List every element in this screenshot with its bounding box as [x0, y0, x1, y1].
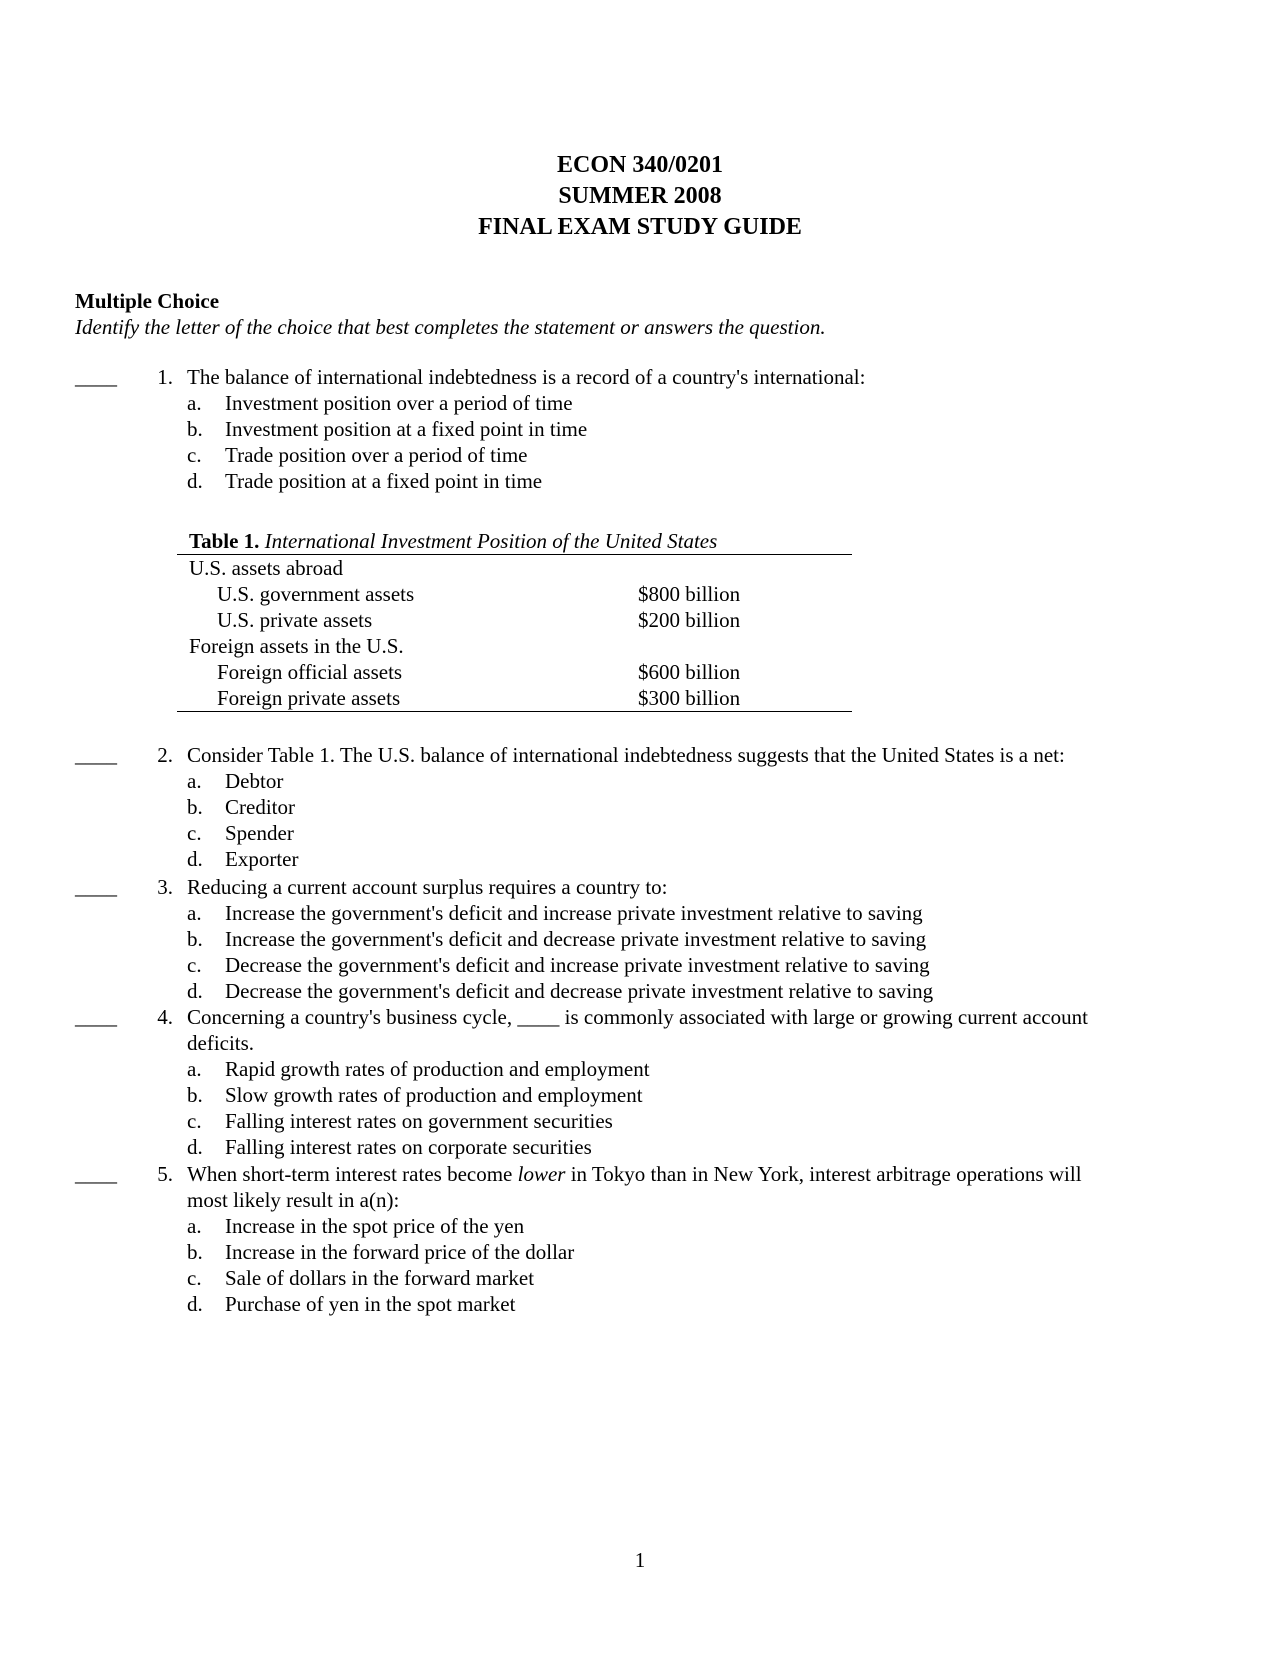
- table-caption-title: International Investment Position of the United States: [264, 529, 718, 553]
- choice-c: [187, 820, 1197, 846]
- choice-text: Investment position at a fixed point in time: [225, 417, 588, 441]
- question-text-post: in Tokyo than in New York, interest arbitrage operations will: [565, 1162, 1082, 1186]
- question-body: [187, 742, 1197, 872]
- question-number: 5.: [157, 1162, 173, 1186]
- choice-letter: b.: [187, 417, 203, 441]
- choice-text: Trade position at a fixed point in time: [225, 469, 543, 493]
- table-1: [177, 528, 852, 712]
- choice-text: Debtor: [225, 769, 284, 793]
- choice-letter: c.: [187, 1266, 202, 1290]
- answer-blank: ____: [75, 1005, 117, 1029]
- question-number: 1.: [157, 365, 173, 389]
- choice-letter: d.: [187, 1135, 203, 1159]
- choice-letter: c.: [187, 821, 202, 845]
- choice-a: [187, 900, 1197, 926]
- choice-c: [187, 442, 1197, 468]
- choice-text: Increase the government's deficit and increase private investment relative to saving: [225, 901, 923, 925]
- choice-text: Decrease the government's deficit and increase private investment relative to saving: [225, 953, 930, 977]
- choice-letter: b.: [187, 927, 203, 951]
- question-text: Reducing a current account surplus requires a country to:: [187, 875, 668, 899]
- table-bottom-rule: [177, 711, 852, 712]
- table-row: [177, 659, 852, 685]
- question-number: 2.: [157, 743, 173, 767]
- choice-letter: b.: [187, 795, 203, 819]
- choice-c: [187, 952, 1197, 978]
- question-text: Consider Table 1. The U.S. balance of international indebtedness suggests that the United States is a net:: [187, 743, 1065, 767]
- question-text-line-2: most likely result in a(n):: [187, 1188, 400, 1212]
- question-body: [187, 364, 1197, 494]
- choice-letter: c.: [187, 1109, 202, 1133]
- choice-letter: a.: [187, 391, 202, 415]
- choice-b: [187, 926, 1197, 952]
- choice-letter: d.: [187, 469, 203, 493]
- row-value: $300 billion: [638, 686, 741, 710]
- choice-c: [187, 1108, 1197, 1134]
- choice-a: [187, 390, 1197, 416]
- table-row: [177, 555, 852, 581]
- choice-text: Increase in the forward price of the dollar: [225, 1240, 575, 1264]
- question-body: [187, 874, 1197, 1004]
- choice-letter: c.: [187, 443, 202, 467]
- choice-text: Exporter: [225, 847, 299, 871]
- choice-letter: c.: [187, 953, 202, 977]
- term: SUMMER 2008: [558, 183, 722, 209]
- row-label: U.S. private assets: [217, 608, 373, 632]
- row-label: Foreign assets in the U.S.: [189, 634, 404, 658]
- row-value: $200 billion: [638, 608, 741, 632]
- choice-letter: d.: [187, 1292, 203, 1316]
- choice-text: Creditor: [225, 795, 295, 819]
- row-label: U.S. government assets: [217, 582, 415, 606]
- choice-a: [187, 768, 1197, 794]
- row-value: $800 billion: [638, 582, 741, 606]
- answer-blank: ____: [75, 743, 117, 767]
- question-number: 4.: [157, 1005, 173, 1029]
- answer-blank: ____: [75, 875, 117, 899]
- choice-text: Increase the government's deficit and decrease private investment relative to saving: [225, 927, 927, 951]
- choice-text: Rapid growth rates of production and employment: [225, 1057, 650, 1081]
- choice-text: Investment position over a period of time: [225, 391, 573, 415]
- table-row: [177, 607, 852, 633]
- answer-blank: ____: [75, 1162, 117, 1186]
- table-row: [177, 633, 852, 659]
- choice-text: Increase in the spot price of the yen: [225, 1214, 525, 1238]
- choice-letter: d.: [187, 979, 203, 1003]
- question-text-pre: When short-term interest rates become: [187, 1162, 518, 1186]
- choice-b: [187, 794, 1197, 820]
- question-body: [187, 1161, 1197, 1317]
- choice-b: [187, 1239, 1197, 1265]
- choice-b: [187, 416, 1197, 442]
- section-instructions: Identify the letter of the choice that best completes the statement or answers the question.: [75, 315, 826, 339]
- choice-letter: d.: [187, 847, 203, 871]
- question-text-line-1: Concerning a country's business cycle, ____ is commonly associated with large or growing current account: [187, 1005, 1088, 1029]
- question-number: 3.: [157, 875, 173, 899]
- choice-text: Falling interest rates on government securities: [225, 1109, 613, 1133]
- choice-text: Spender: [225, 821, 294, 845]
- course-code: ECON 340/0201: [556, 152, 723, 178]
- choice-b: [187, 1082, 1197, 1108]
- choice-d: [187, 468, 1197, 494]
- choice-a: [187, 1056, 1197, 1082]
- guide-title: FINAL EXAM STUDY GUIDE: [478, 214, 802, 240]
- question-text-line-1: [187, 1161, 1197, 1187]
- table-row: [177, 685, 852, 711]
- table-caption-label: Table 1.: [189, 529, 260, 553]
- choice-c: [187, 1265, 1197, 1291]
- choice-d: [187, 1134, 1197, 1160]
- question-body: [187, 1004, 1197, 1160]
- row-label: Foreign official assets: [217, 660, 403, 684]
- choice-text: Decrease the government's deficit and decrease private investment relative to saving: [225, 979, 934, 1003]
- document-title: [0, 150, 1280, 243]
- choice-letter: a.: [187, 1057, 202, 1081]
- answer-blank: ____: [75, 365, 117, 389]
- question-text-emphasis: lower: [517, 1162, 566, 1186]
- section-heading: Multiple Choice: [75, 289, 220, 313]
- page-number: 1: [634, 1548, 646, 1572]
- table-caption: [177, 528, 852, 555]
- choice-text: Trade position over a period of time: [225, 443, 528, 467]
- row-label: U.S. assets abroad: [189, 556, 343, 580]
- row-value: $600 billion: [638, 660, 741, 684]
- row-label: Foreign private assets: [217, 686, 401, 710]
- choice-text: Falling interest rates on corporate securities: [225, 1135, 592, 1159]
- choice-letter: b.: [187, 1083, 203, 1107]
- table-row: [177, 581, 852, 607]
- choice-a: [187, 1213, 1197, 1239]
- choice-text: Sale of dollars in the forward market: [225, 1266, 535, 1290]
- choice-d: [187, 978, 1197, 1004]
- choice-d: [187, 846, 1197, 872]
- choice-letter: a.: [187, 901, 202, 925]
- choice-text: Purchase of yen in the spot market: [225, 1292, 516, 1316]
- choice-letter: a.: [187, 1214, 202, 1238]
- choice-letter: a.: [187, 769, 202, 793]
- choice-text: Slow growth rates of production and employment: [225, 1083, 643, 1107]
- question-text-line-2: deficits.: [187, 1031, 255, 1055]
- question-text: The balance of international indebtedness is a record of a country's international:: [187, 365, 866, 389]
- choice-letter: b.: [187, 1240, 203, 1264]
- choice-d: [187, 1291, 1197, 1317]
